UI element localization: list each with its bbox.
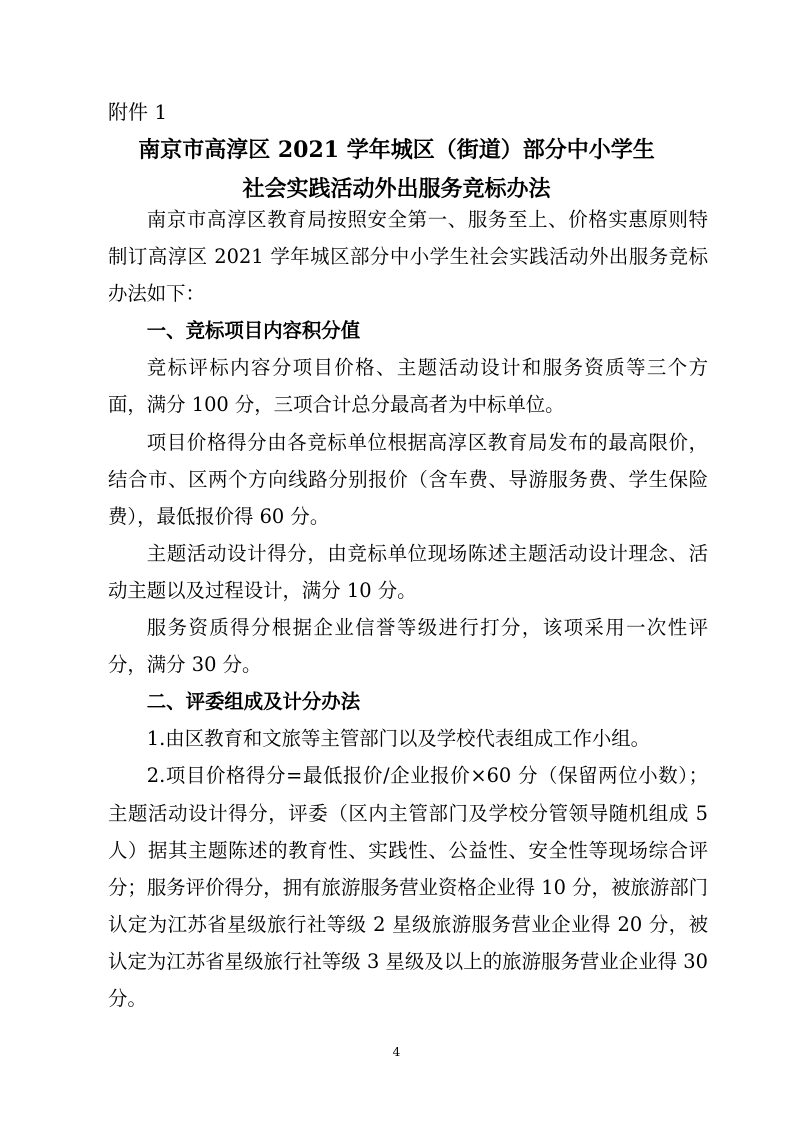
document-body xyxy=(108,201,708,1017)
page-number: 4 xyxy=(392,1045,401,1059)
section-2-heading: 二、评委组成及计分办法 xyxy=(146,690,361,714)
section-1-paragraph-3: 主题活动设计得分，由竞标单位现场陈述主题活动设计理念、活动主题以及过程设计，满分 10 分。 xyxy=(108,541,708,602)
attachment-label: 附件 1 xyxy=(108,100,168,124)
document-title-line-2: 社会实践活动外出服务竞标办法 xyxy=(242,176,551,202)
section-2-paragraph-2: 2.项目价格得分=最低报价/企业报价×60 分（保留两位小数）；主题活动设计得分，评委（区内主管部门及学校分管领导随机组成 5 人）据其主题陈述的教育性、实践性、公益性、安全性等现场综合评分；服务评价得分，拥有旅游服务营业资格企业得 10 分，被旅游部门认定为江苏省星级旅行社等级 2 星级旅游服务营业企业得 20 分，被认定为江苏省星级旅行社等级 3 星级及以上的旅游服务营业企业得 30 分。 xyxy=(108,764,708,1010)
section-1-paragraph-2: 项目价格得分由各竞标单位根据高淳区教育局发布的最高限价，结合市、区两个方向线路分别报价（含车费、导游服务费、学生保险费），最低报价得 60 分。 xyxy=(108,430,708,528)
intro-paragraph: 南京市高淳区教育局按照安全第一、服务至上、价格实惠原则特制订高淳区 2021 学年城区部分中小学生社会实践活动外出服务竞标办法如下： xyxy=(108,208,708,306)
section-1-heading: 一、竞标项目内容积分值 xyxy=(146,319,361,343)
section-1-paragraph-1: 竞标评标内容分项目价格、主题活动设计和服务资质等三个方面，满分 100 分，三项合计总分最高者为中标单位。 xyxy=(108,356,708,417)
section-1-paragraph-4: 服务资质得分根据企业信誉等级进行打分，该项采用一次性评分，满分 30 分。 xyxy=(108,616,708,677)
section-2-paragraph-1: 1.由区教育和文旅等主管部门以及学校代表组成工作小组。 xyxy=(146,727,651,751)
document-title-line-1: 南京市高淳区 2021 学年城区（街道）部分中小学生 xyxy=(138,137,655,163)
